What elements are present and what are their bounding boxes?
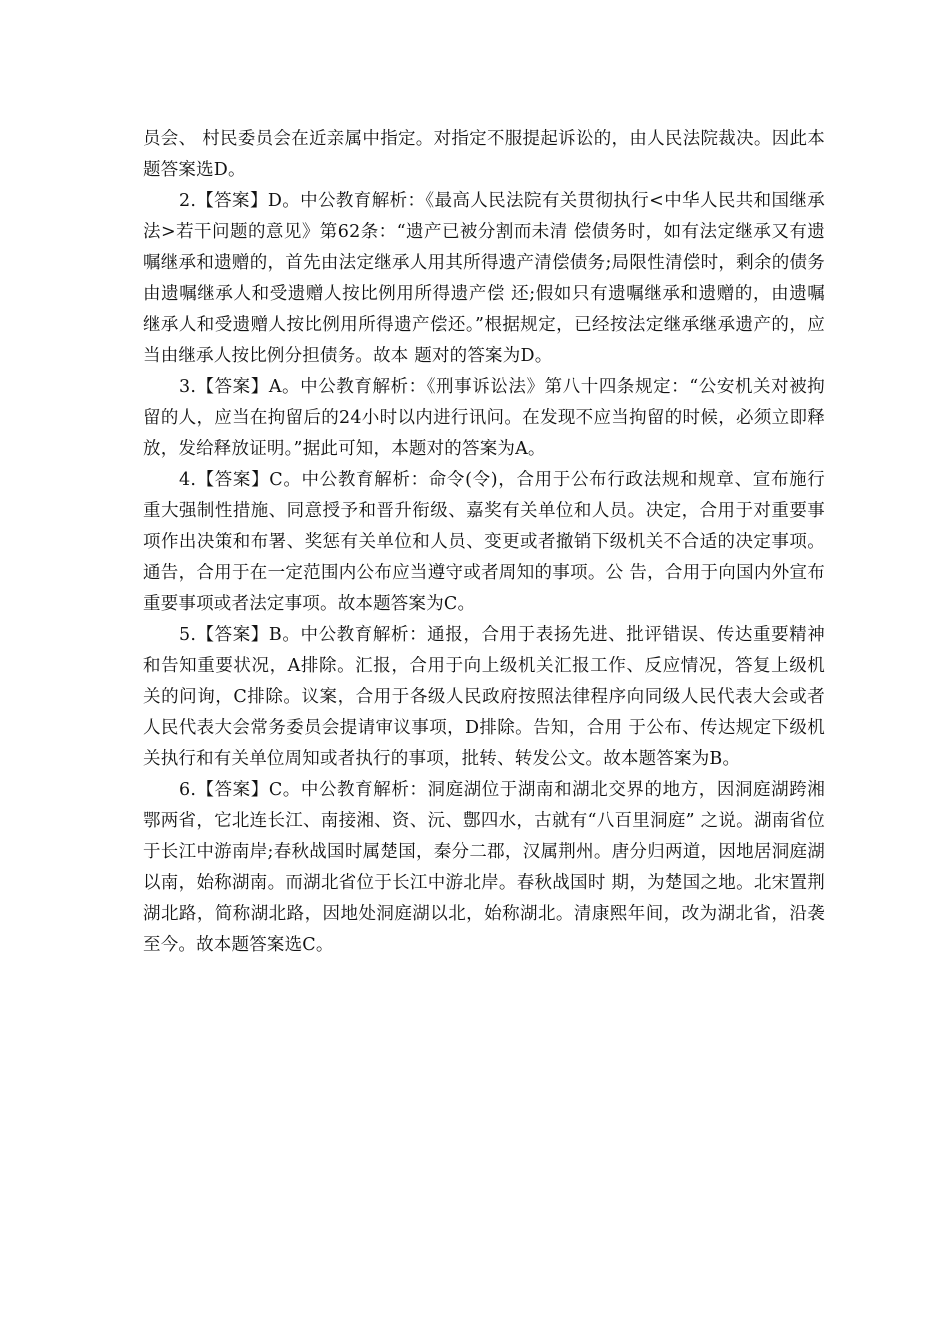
paragraph-answer-4: 4.【答案】C。中公教育解析：命令(令)，合用于公布行政法规和规章、宣布施行重大强制性措施、同意授予和晋升衔级、嘉奖有关单位和人员。决定，合用于对重要事项作出决策和布署、奖惩有关单位和人员、变更或者撤销下级机关不合适的决定事项。通告，合用于在一定范围内公布应当遵守或者周知的事项。公 告，合用于向国内外宣布重要事项或者法定事项。故本题答案为C。 (143, 470, 825, 614)
paragraph-continuation: 员会、 村民委员会在近亲属中指定。对指定不服提起诉讼的，由人民法院裁决。因此本题答案选D。 (143, 129, 825, 180)
answer-explanations (143, 124, 825, 961)
paragraph-answer-6: 6.【答案】C。中公教育解析：洞庭湖位于湖南和湖北交界的地方，因洞庭湖跨湘鄂两省，它北连长江、南接湘、资、沅、鄷四水，古就有“八百里洞庭” 之说。湖南省位于长江中游南岸;春秋战国时属楚国，秦分二郡，汉属荆州。唐分归两道，因地居洞庭湖以南，始称湖南。而湖北省位于长江中游北岸。春秋战国时 期，为楚国之地。北宋置荆湖北路，简称湖北路，因地处洞庭湖以北，始称湖北。清康熙年间，改为湖北省，沿袭至今。故本题答案选C。 (143, 780, 825, 955)
paragraph-answer-5: 5.【答案】B。中公教育解析：通报，合用于表扬先进、批评错误、传达重要精神和告知重要状况，A排除。汇报，合用于向上级机关汇报工作、反应情况，答复上级机关的问询，C排除。议案，合用于各级人民政府按照法律程序向同级人民代表大会或者人民代表大会常务委员会提请审议事项，D排除。告知，合用 于公布、传达规定下级机关执行和有关单位周知或者执行的事项，批转、转发公文。故本题答案为B。 (143, 625, 825, 769)
paragraph-answer-3: 3.【答案】A。中公教育解析：《刑事诉讼法》第八十四条规定：“公安机关对被拘留的人，应当在拘留后的24小时以内进行讯问。在发现不应当拘留的时候，必须立即释放，发给释放证明。”据此可知，本题对的答案为A。 (143, 377, 825, 459)
paragraph-answer-2: 2.【答案】D。中公教育解析：《最高人民法院有关贯彻执行<中华人民共和国继承法>若干问题的意见》第62条：“遗产已被分割而未清 偿债务时，如有法定继承又有遗嘱继承和遗赠的，首先由法定继承人用其所得遗产清偿债务;局限性清偿时，剩余的债务由遗嘱继承人和受遗赠人按比例用所得遗产偿 还;假如只有遗嘱继承和遗赠的，由遗嘱继承人和受遗赠人按比例用所得遗产偿还。”根据规定，已经按法定继承继承遗产的，应当由继承人按比例分担债务。故本 题对的答案为D。 (143, 191, 825, 366)
